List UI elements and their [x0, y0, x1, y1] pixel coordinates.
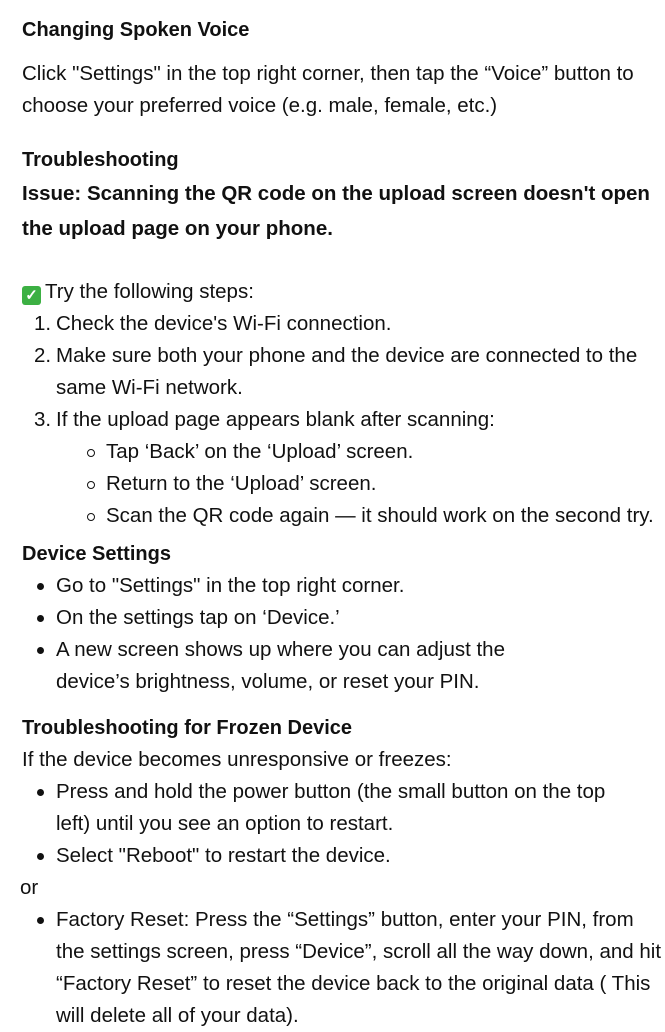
- step-text: Check the device's Wi-Fi connection.: [56, 312, 392, 335]
- list-item: A new screen shows up where you can adjust the device’s brightness, volume, or reset your PIN.: [56, 634, 536, 698]
- list-item: Press and hold the power button (the small button on the top left) until you see an option to restart.: [56, 776, 626, 840]
- frozen-heading: Troubleshooting for Frozen Device: [22, 717, 353, 739]
- frozen-list: [22, 776, 662, 872]
- list-item: Return to the ‘Upload’ screen.: [106, 468, 662, 500]
- list-item: [34, 340, 662, 404]
- list-item: [34, 308, 662, 340]
- step-text: If the upload page appears blank after scanning:: [56, 408, 495, 431]
- voice-body: Click "Settings" in the top right corner, then tap the “Voice” button to choose your preferred voice (e.g. male, female, etc.): [22, 62, 634, 117]
- reset-list: [22, 904, 662, 1032]
- steps-intro-text: Try the following steps:: [45, 280, 254, 303]
- frozen-intro: If the device becomes unresponsive or freezes:: [22, 748, 452, 771]
- list-item: On the settings tap on ‘Device.’: [56, 602, 662, 634]
- step-number: 3.: [34, 408, 52, 431]
- substeps-list: [56, 436, 662, 532]
- list-item: [34, 404, 662, 532]
- list-item: Scan the QR code again — it should work on the second try.: [106, 500, 662, 532]
- steps-intro: [22, 276, 662, 308]
- steps-list: [22, 308, 662, 532]
- list-item: Go to "Settings" in the top right corner.: [56, 570, 662, 602]
- step-text: Make sure both your phone and the device are connected to the same Wi-Fi network.: [56, 344, 638, 399]
- check-mark-icon: ✓: [22, 286, 41, 305]
- document-page: [22, 14, 662, 1032]
- or-text: or: [20, 876, 39, 899]
- step-number: 2.: [34, 344, 52, 367]
- list-item: Factory Reset: Press the “Settings” button, enter your PIN, from the settings screen, press “Device”, scroll all the way down, and hit “Factory Reset” to reset the device back to the original data ( This will delete all of your data).: [56, 904, 665, 1032]
- device-settings-list: [22, 570, 662, 698]
- list-item: Select "Reboot" to restart the device.: [56, 840, 662, 872]
- issue-text: Issue: Scanning the QR code on the upload screen doesn't open the upload page on your phone.: [22, 182, 650, 240]
- step-number: 1.: [34, 312, 52, 335]
- voice-heading: Changing Spoken Voice: [22, 19, 250, 41]
- list-item: Tap ‘Back’ on the ‘Upload’ screen.: [106, 436, 662, 468]
- troubleshooting-heading: Troubleshooting: [22, 149, 179, 171]
- device-settings-heading: Device Settings: [22, 543, 171, 565]
